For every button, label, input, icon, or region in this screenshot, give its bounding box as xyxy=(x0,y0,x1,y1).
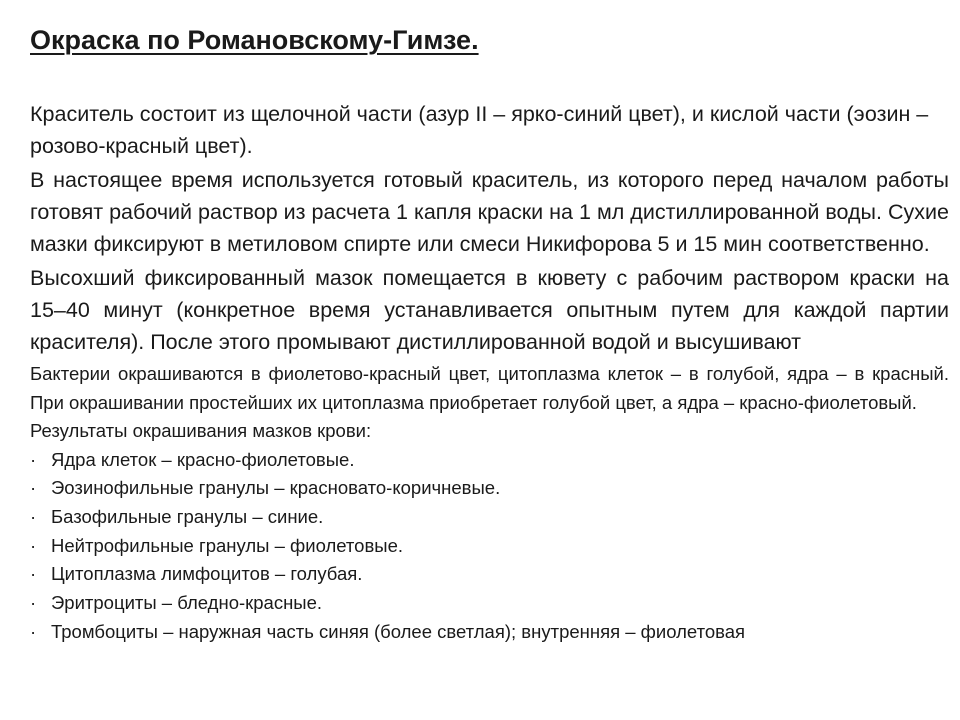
paragraph-working-solution: В настоящее время используется готовый краситель, из которого перед началом работы готовят рабочий раствор из расчета 1 капля краски на 1 мл дистиллированной воды. Сухие мазки фиксируют в метиловом спирте или смеси Никифорова 5 и 15 мин соответственно. xyxy=(30,168,949,256)
list-item-text: Эритроциты – бледно-красные. xyxy=(51,592,323,614)
list-item-text: Ядра клеток – красно-фиолетовые. xyxy=(51,448,355,470)
list-item-text: Нейтрофильные гранулы – фиолетовые. xyxy=(51,534,404,556)
bullet-icon: · xyxy=(30,448,37,470)
paragraph-staining-procedure: Высохший фиксированный мазок помещается в кювету с рабочим раствором краски на 15–40 минут (конкретное время устанавливается опытным путем для каждой партии красителя). После этого промывают дистиллированной водой и высушивают xyxy=(30,266,949,354)
list-item-text: Цитоплазма лимфоцитов – голубая. xyxy=(51,563,363,585)
slide-body xyxy=(30,98,949,646)
list-item-text: Базофильные гранулы – синие. xyxy=(51,505,324,527)
results-list xyxy=(30,446,949,647)
list-item xyxy=(30,560,949,589)
slide-title: Окраска по Романовскому-Гимзе. xyxy=(30,25,479,55)
bullet-icon: · xyxy=(30,592,37,614)
list-item xyxy=(30,503,949,532)
list-item xyxy=(30,446,949,475)
paragraph-staining-colors: Бактерии окрашиваются в фиолетово-красный цвет, цитоплазма клеток – в голубой, ядра – в красный. При окрашивании простейших их цитоплазма приобретает голубой цвет, а ядра – красно-фиолетовый. xyxy=(30,363,949,413)
bullet-icon: · xyxy=(30,505,37,527)
paragraph-stain-composition: Краситель состоит из щелочной части (азур II – ярко-синий цвет), и кислой части (эозин – розово-красный цвет). xyxy=(30,102,929,158)
list-item xyxy=(30,618,949,647)
list-item xyxy=(30,474,949,503)
list-item xyxy=(30,532,949,561)
bullet-icon: · xyxy=(30,620,37,642)
list-item-text: Тромбоциты – наружная часть синяя (более светлая); внутренняя – фиолетовая xyxy=(51,620,746,642)
results-heading: Результаты окрашивания мазков крови: xyxy=(30,420,372,441)
bullet-icon: · xyxy=(30,477,37,499)
list-item xyxy=(30,589,949,618)
bullet-icon: · xyxy=(30,563,37,585)
bullet-icon: · xyxy=(30,534,37,556)
list-item-text: Эозинофильные гранулы – красновато-коричневые. xyxy=(51,477,501,499)
